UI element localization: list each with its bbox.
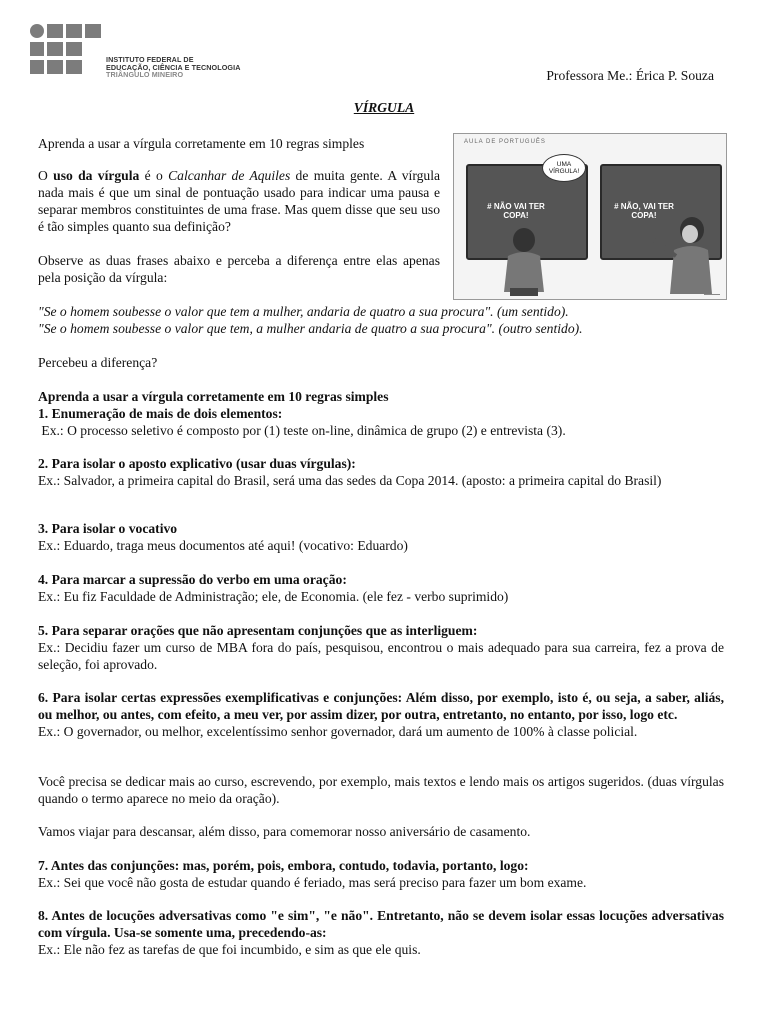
- institute-line-1: INSTITUTO FEDERAL DE: [106, 55, 194, 64]
- cartoon-caption: AULA DE PORTUGUÊS: [464, 139, 546, 145]
- page-title: VÍRGULA: [353, 100, 415, 115]
- quote-2: "Se o homem soubesse o valor que tem, a mulher andaria de quatro a sua procura". (outro sentido).: [38, 321, 583, 336]
- rule-2-title: 2. Para isolar o aposto explicativo (usar duas vírgulas):: [38, 456, 356, 471]
- intro-heading: Aprenda a usar a vírgula corretamente em 10 regras simples: [38, 136, 365, 151]
- rule-7-example: Ex.: Sei que você não gosta de estudar quando é feriado, mas será preciso para fazer um bom exame.: [38, 875, 587, 890]
- intro-paragraph-2: Observe as duas frases abaixo e perceba a diferença entre elas apenas pela posição da vírgula:: [38, 253, 440, 285]
- rule-6-paragraph-3: Vamos viajar para descansar, além disso, para comemorar nosso aniversário de casamento.: [38, 824, 531, 839]
- institute-line-3: TRIÂNGULO MINEIRO: [106, 70, 184, 80]
- rule-4: [38, 571, 724, 605]
- institute-line-2: EDUCAÇÃO, CIÊNCIA E TECNOLOGIA: [106, 62, 241, 72]
- rule-2-example: Ex.: Salvador, a primeira capital do Brasil, será uma das sedes da Copa 2014. (aposto: a primeira capital do Brasil): [38, 473, 662, 488]
- rule-4-title: 4. Para marcar a supressão do verbo em uma oração:: [38, 572, 347, 587]
- rule-1-example: Ex.: O processo seletivo é composto por (1) teste on-line, dinâmica de grupo (2) e entrevista (3).: [38, 423, 566, 438]
- signature-mark: [704, 288, 720, 295]
- institute-logo: [30, 22, 102, 78]
- rule-8-title: 8. Antes de locuções adversativas como "e sim", "e não". Entretanto, não se devem isolar essas locuções adversativas com vírgula. Usa-se somente uma, precedendo-as:: [38, 908, 724, 940]
- teacher-figure-left: [494, 226, 554, 298]
- speech-bubble: UMA VÍRGULA!: [542, 154, 586, 182]
- rule-1-title: 1. Enumeração de mais de dois elementos:: [38, 406, 283, 421]
- institute-name: [106, 56, 241, 79]
- rule-6-paragraph-2: Você precisa se dedicar mais ao curso, escrevendo, por exemplo, mais textos e lendo mais os artigos sugeridos. (duas vírgulas quando o termo aparece no meio da oração).: [38, 774, 724, 806]
- quote-1: "Se o homem soubesse o valor que tem a mulher, andaria de quatro a sua procura". (um sentido).: [38, 304, 569, 319]
- board-left-text: # NÃO VAI TER COPA!: [487, 202, 545, 220]
- rule-3-example: Ex.: Eduardo, traga meus documentos até aqui! (vocativo: Eduardo): [38, 538, 408, 553]
- question: Percebeu a diferença?: [38, 355, 158, 370]
- rule-8-example: Ex.: Ele não fez as tarefas de que foi incumbido, e sim as que ele quis.: [38, 942, 421, 957]
- teacher-name: Professora Me.: Érica P. Souza: [546, 68, 714, 83]
- rule-6-title: 6. Para isolar certas expressões exemplificativas e conjunções: Além disso, por exemplo, isto é, ou seja, a saber, aliás, ou melhor, ou antes, com efeito, a meu ver, por assim dizer, por outra, entretanto, no entanto, por isso, logo etc.: [38, 690, 724, 722]
- rule-3-title: 3. Para isolar o vocativo: [38, 521, 178, 536]
- rule-7: [38, 857, 724, 891]
- cartoon-image: [453, 133, 727, 300]
- rule-6-example: Ex.: O governador, ou melhor, excelentíssimo senhor governador, dará um aumento de 100% à classe policial.: [38, 724, 638, 739]
- teacher-figure-right: [650, 216, 720, 298]
- rule-8: [38, 907, 724, 958]
- rule-6: [38, 689, 724, 740]
- rule-2: [38, 455, 724, 489]
- rule-5-example: Ex.: Decidiu fazer um curso de MBA fora do país, pesquisou, encontrou o mais adequado para sua carreira, fez a prova de seleção, foi aprovado.: [38, 640, 724, 672]
- rules-section: [38, 388, 728, 439]
- rule-7-title: 7. Antes das conjunções: mas, porém, pois, embora, contudo, todavia, portanto, logo:: [38, 858, 529, 873]
- board-right-text: # NÃO, VAI TER COPA!: [614, 202, 674, 220]
- rule-5: [38, 622, 724, 673]
- rule-4-example: Ex.: Eu fiz Faculdade de Administração; ele, de Economia. (ele fez - verbo suprimido): [38, 589, 509, 604]
- rule-5-title: 5. Para separar orações que não apresentam conjunções que as interliguem:: [38, 623, 478, 638]
- rule-3: [38, 520, 724, 554]
- rules-heading: Aprenda a usar a vírgula corretamente em 10 regras simples: [38, 389, 389, 404]
- intro-paragraph-1: O uso da vírgula é o Calcanhar de Aquiles de muita gente. A vírgula nada mais é que um sinal de pontuação usado para indicar uma pausa e separar membros constituintes de uma frase. Mas quem disse que seu uso é tão simples quanto sua definição?: [38, 168, 440, 234]
